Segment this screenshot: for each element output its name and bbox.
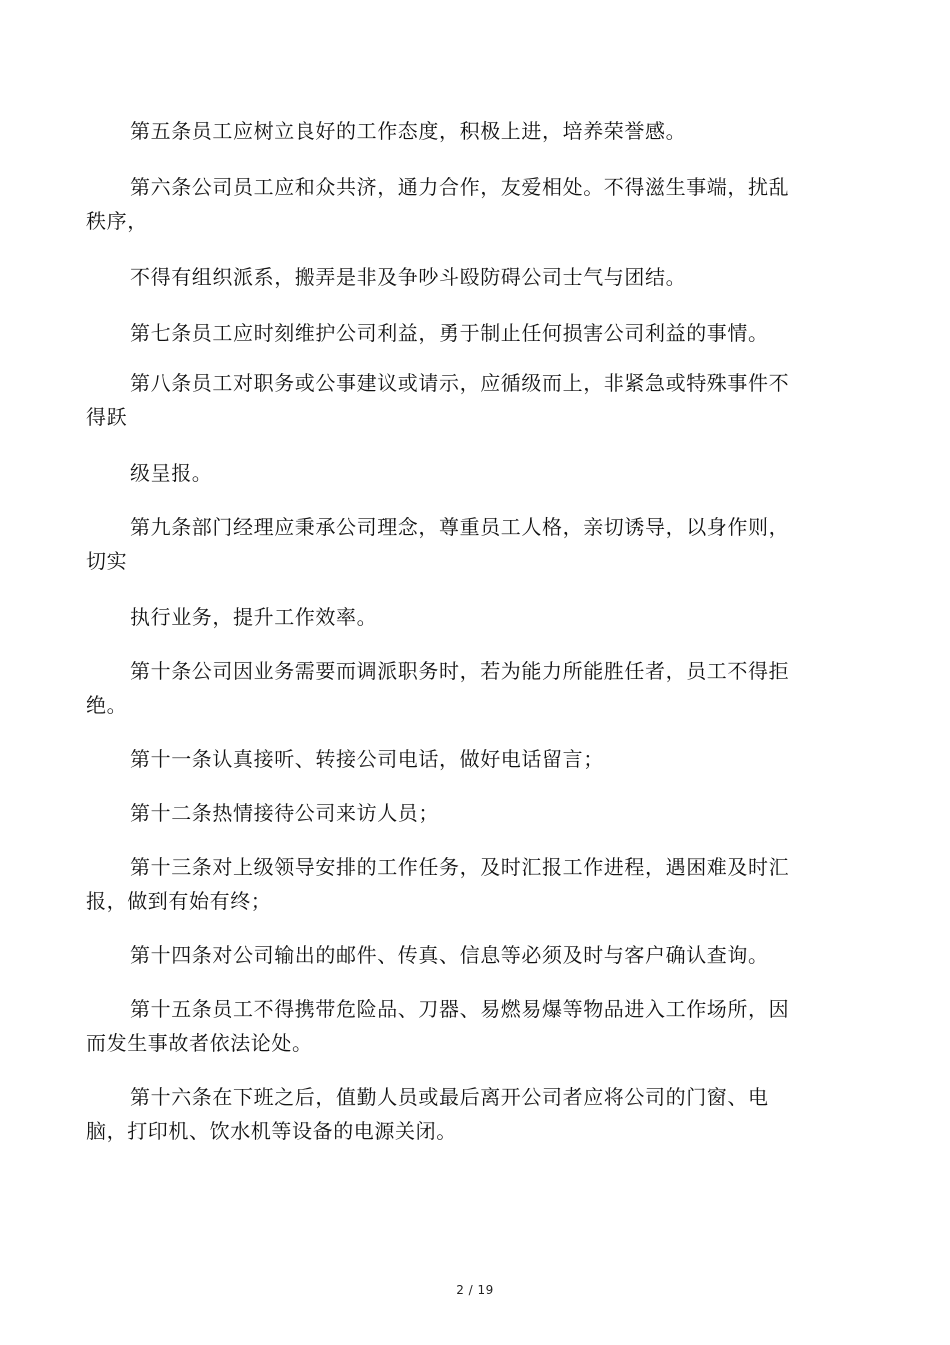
paragraph-article-16-line-2: 脑，打印机、饮水机等设备的电源关闭。 [86,1119,457,1143]
paragraph-article-6-line-3: 不得有组织派系，搬弄是非及争吵斗殴防碍公司士气与团结。 [130,265,687,289]
paragraph-article-15-line-1: 第十五条员工不得携带危险品、刀器、易燃易爆等物品进入工作场所，因 [130,997,790,1021]
paragraph-article-10-line-1: 第十条公司因业务需要而调派职务时，若为能力所能胜任者，员工不得拒 [130,659,790,683]
paragraph-article-9-line-2: 切实 [86,549,128,573]
paragraph-article-9-line-1: 第九条部门经理应秉承公司理念，尊重员工人格，亲切诱导，以身作则， [130,515,790,539]
paragraph-article-10-line-2: 绝。 [86,693,128,717]
paragraph-article-6-line-2: 秩序， [86,209,148,233]
paragraph-article-13-line-1: 第十三条对上级领导安排的工作任务，及时汇报工作进程，遇困难及时汇 [130,855,790,879]
page-number: 2 / 19 [456,1283,494,1297]
paragraph-article-12: 第十二条热情接待公司来访人员； [130,801,439,825]
paragraph-article-14: 第十四条对公司输出的邮件、传真、信息等必须及时与客户确认查询。 [130,943,769,967]
paragraph-article-11: 第十一条认真接听、转接公司电话，做好电话留言； [130,747,604,771]
paragraph-article-8-line-3: 级呈报。 [130,461,213,485]
paragraph-article-9-line-3: 执行业务，提升工作效率。 [130,605,378,629]
paragraph-article-15-line-2: 而发生事故者依法论处。 [86,1031,313,1055]
paragraph-article-16-line-1: 第十六条在下班之后，值勤人员或最后离开公司者应将公司的门窗、电 [130,1085,769,1109]
paragraph-article-13-line-2: 报，做到有始有终； [86,889,272,913]
paragraph-article-6-line-1: 第六条公司员工应和众共济，通力合作，友爱相处。不得滋生事端，扰乱 [130,175,790,199]
paragraph-article-8-line-1: 第八条员工对职务或公事建议或请示，应循级而上，非紧急或特殊事件不 [130,371,790,395]
paragraph-article-8-line-2: 得跃 [86,405,128,429]
paragraph-article-5: 第五条员工应树立良好的工作态度，积极上进，培养荣誉感。 [130,119,687,143]
paragraph-article-7: 第七条员工应时刻维护公司利益，勇于制止任何损害公司利益的事情。 [130,321,769,345]
